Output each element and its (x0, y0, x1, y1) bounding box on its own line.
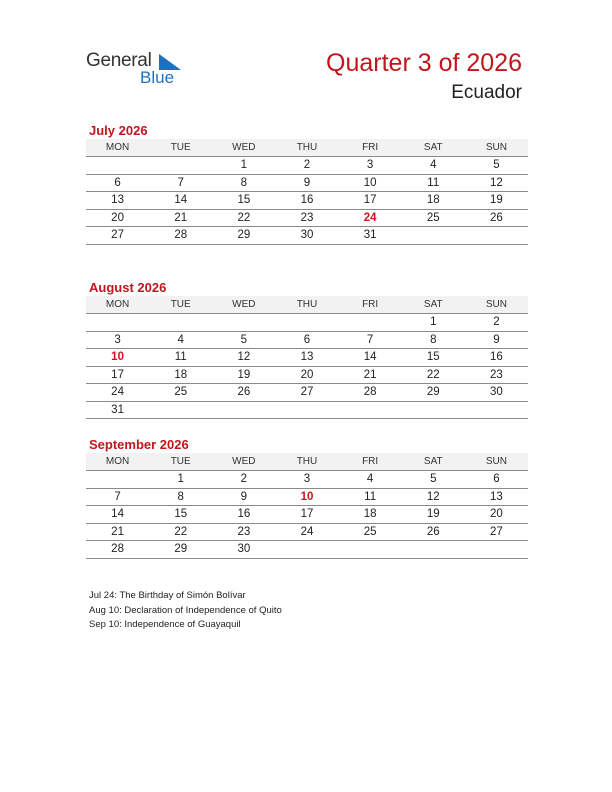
week-row (86, 349, 528, 367)
empty-day-cell (275, 314, 338, 332)
day-cell: 1 (212, 157, 275, 175)
day-cell: 20 (275, 366, 338, 384)
day-cell: 14 (339, 349, 402, 367)
day-cell: 20 (86, 209, 149, 227)
day-cell: 6 (275, 331, 338, 349)
day-cell: 22 (149, 523, 212, 541)
calendar-grid (86, 453, 528, 559)
logo-text-blue: Blue (140, 68, 175, 87)
week-row (86, 174, 528, 192)
day-cell: 23 (465, 366, 528, 384)
week-row (86, 506, 528, 524)
empty-day-cell (465, 227, 528, 245)
week-row (86, 157, 528, 175)
day-cell: 4 (339, 471, 402, 489)
month-block-august (86, 279, 528, 419)
day-cell: 8 (402, 331, 465, 349)
empty-day-cell (275, 541, 338, 559)
weekday-header-row (86, 139, 528, 157)
holiday-notes (89, 589, 282, 633)
empty-day-cell (465, 541, 528, 559)
generalblue-logo (86, 50, 196, 90)
day-cell: 28 (86, 541, 149, 559)
month-block-july (86, 122, 528, 245)
day-cell: 18 (339, 506, 402, 524)
day-cell: 22 (212, 209, 275, 227)
day-cell: 5 (465, 157, 528, 175)
day-cell: 10 (339, 174, 402, 192)
day-cell: 17 (275, 506, 338, 524)
weekday-header: WED (212, 296, 275, 314)
day-cell: 24 (86, 384, 149, 402)
day-cell: 4 (149, 331, 212, 349)
empty-day-cell (402, 541, 465, 559)
empty-day-cell (149, 314, 212, 332)
day-cell: 30 (275, 227, 338, 245)
day-cell: 26 (212, 384, 275, 402)
holiday-note: Jul 24: The Birthday of Simón Bolívar (89, 590, 246, 601)
weekday-header: FRI (339, 139, 402, 157)
weekday-header: MON (86, 139, 149, 157)
day-cell: 28 (149, 227, 212, 245)
month-title: August 2026 (89, 280, 167, 295)
holiday-day-cell: 24 (339, 209, 402, 227)
month-block-september (86, 436, 528, 559)
empty-day-cell (339, 314, 402, 332)
day-cell: 9 (212, 488, 275, 506)
day-cell: 3 (339, 157, 402, 175)
day-cell: 25 (339, 523, 402, 541)
empty-day-cell (402, 227, 465, 245)
day-cell: 7 (149, 174, 212, 192)
day-cell: 31 (339, 227, 402, 245)
day-cell: 5 (402, 471, 465, 489)
weekday-header: WED (212, 453, 275, 471)
page-title: Quarter 3 of 2026 (326, 49, 522, 77)
day-cell: 13 (275, 349, 338, 367)
week-row (86, 523, 528, 541)
empty-day-cell (212, 401, 275, 419)
month-title: July 2026 (89, 123, 148, 138)
weekday-header: TUE (149, 453, 212, 471)
day-cell: 19 (212, 366, 275, 384)
day-cell: 17 (339, 192, 402, 210)
weekday-header: THU (275, 139, 338, 157)
day-cell: 1 (402, 314, 465, 332)
holiday-note: Aug 10: Declaration of Independence of Quito (89, 604, 282, 616)
day-cell: 31 (86, 401, 149, 419)
day-cell: 12 (212, 349, 275, 367)
weekday-header: SAT (402, 139, 465, 157)
day-cell: 26 (465, 209, 528, 227)
day-cell: 27 (86, 227, 149, 245)
day-cell: 23 (212, 523, 275, 541)
day-cell: 7 (339, 331, 402, 349)
day-cell: 15 (149, 506, 212, 524)
weekday-header: SAT (402, 453, 465, 471)
weekday-header: THU (275, 453, 338, 471)
week-row (86, 366, 528, 384)
week-row (86, 331, 528, 349)
day-cell: 16 (465, 349, 528, 367)
day-cell: 29 (149, 541, 212, 559)
day-cell: 14 (149, 192, 212, 210)
empty-day-cell (339, 541, 402, 559)
day-cell: 20 (465, 506, 528, 524)
day-cell: 27 (465, 523, 528, 541)
day-cell: 8 (149, 488, 212, 506)
day-cell: 2 (212, 471, 275, 489)
day-cell: 15 (212, 192, 275, 210)
day-cell: 1 (149, 471, 212, 489)
day-cell: 25 (149, 384, 212, 402)
day-cell: 7 (86, 488, 149, 506)
weekday-header: FRI (339, 296, 402, 314)
day-cell: 13 (465, 488, 528, 506)
empty-day-cell (339, 401, 402, 419)
week-row (86, 488, 528, 506)
week-row (86, 209, 528, 227)
day-cell: 8 (212, 174, 275, 192)
weekday-header: THU (275, 296, 338, 314)
empty-day-cell (86, 314, 149, 332)
day-cell: 12 (402, 488, 465, 506)
week-row (86, 384, 528, 402)
day-cell: 2 (465, 314, 528, 332)
country-name: Ecuador (451, 82, 522, 103)
week-row (86, 192, 528, 210)
day-cell: 28 (339, 384, 402, 402)
day-cell: 5 (212, 331, 275, 349)
day-cell: 3 (275, 471, 338, 489)
empty-day-cell (212, 314, 275, 332)
day-cell: 30 (212, 541, 275, 559)
empty-day-cell (86, 471, 149, 489)
week-row (86, 541, 528, 559)
week-row (86, 471, 528, 489)
day-cell: 27 (275, 384, 338, 402)
weekday-header: FRI (339, 453, 402, 471)
weekday-header: WED (212, 139, 275, 157)
empty-day-cell (149, 157, 212, 175)
day-cell: 16 (212, 506, 275, 524)
day-cell: 12 (465, 174, 528, 192)
day-cell: 9 (275, 174, 338, 192)
day-cell: 14 (86, 506, 149, 524)
day-cell: 6 (465, 471, 528, 489)
day-cell: 19 (465, 192, 528, 210)
day-cell: 17 (86, 366, 149, 384)
day-cell: 18 (402, 192, 465, 210)
day-cell: 2 (275, 157, 338, 175)
weekday-header: SAT (402, 296, 465, 314)
day-cell: 3 (86, 331, 149, 349)
day-cell: 18 (149, 366, 212, 384)
weekday-header: MON (86, 453, 149, 471)
logo-text-general: General (86, 50, 152, 71)
weekday-header: MON (86, 296, 149, 314)
weekday-header: TUE (149, 296, 212, 314)
calendar-grid (86, 139, 528, 245)
weekday-header-row (86, 453, 528, 471)
empty-day-cell (275, 401, 338, 419)
day-cell: 11 (149, 349, 212, 367)
day-cell: 19 (402, 506, 465, 524)
day-cell: 29 (402, 384, 465, 402)
day-cell: 25 (402, 209, 465, 227)
empty-day-cell (149, 401, 212, 419)
day-cell: 9 (465, 331, 528, 349)
week-row (86, 401, 528, 419)
weekday-header-row (86, 296, 528, 314)
empty-day-cell (465, 401, 528, 419)
empty-day-cell (402, 401, 465, 419)
holiday-note: Sep 10: Independence of Guayaquil (89, 619, 241, 630)
day-cell: 11 (402, 174, 465, 192)
empty-day-cell (86, 157, 149, 175)
weekday-header: TUE (149, 139, 212, 157)
day-cell: 13 (86, 192, 149, 210)
day-cell: 21 (149, 209, 212, 227)
day-cell: 30 (465, 384, 528, 402)
holiday-day-cell: 10 (275, 488, 338, 506)
day-cell: 29 (212, 227, 275, 245)
day-cell: 26 (402, 523, 465, 541)
day-cell: 4 (402, 157, 465, 175)
month-title: September 2026 (89, 437, 189, 452)
day-cell: 23 (275, 209, 338, 227)
weekday-header: SUN (465, 296, 528, 314)
day-cell: 21 (339, 366, 402, 384)
day-cell: 24 (275, 523, 338, 541)
weekday-header: SUN (465, 453, 528, 471)
week-row (86, 227, 528, 245)
day-cell: 6 (86, 174, 149, 192)
week-row (86, 314, 528, 332)
day-cell: 16 (275, 192, 338, 210)
day-cell: 15 (402, 349, 465, 367)
day-cell: 22 (402, 366, 465, 384)
weekday-header: SUN (465, 139, 528, 157)
holiday-day-cell: 10 (86, 349, 149, 367)
calendar-grid (86, 296, 528, 419)
day-cell: 11 (339, 488, 402, 506)
day-cell: 21 (86, 523, 149, 541)
